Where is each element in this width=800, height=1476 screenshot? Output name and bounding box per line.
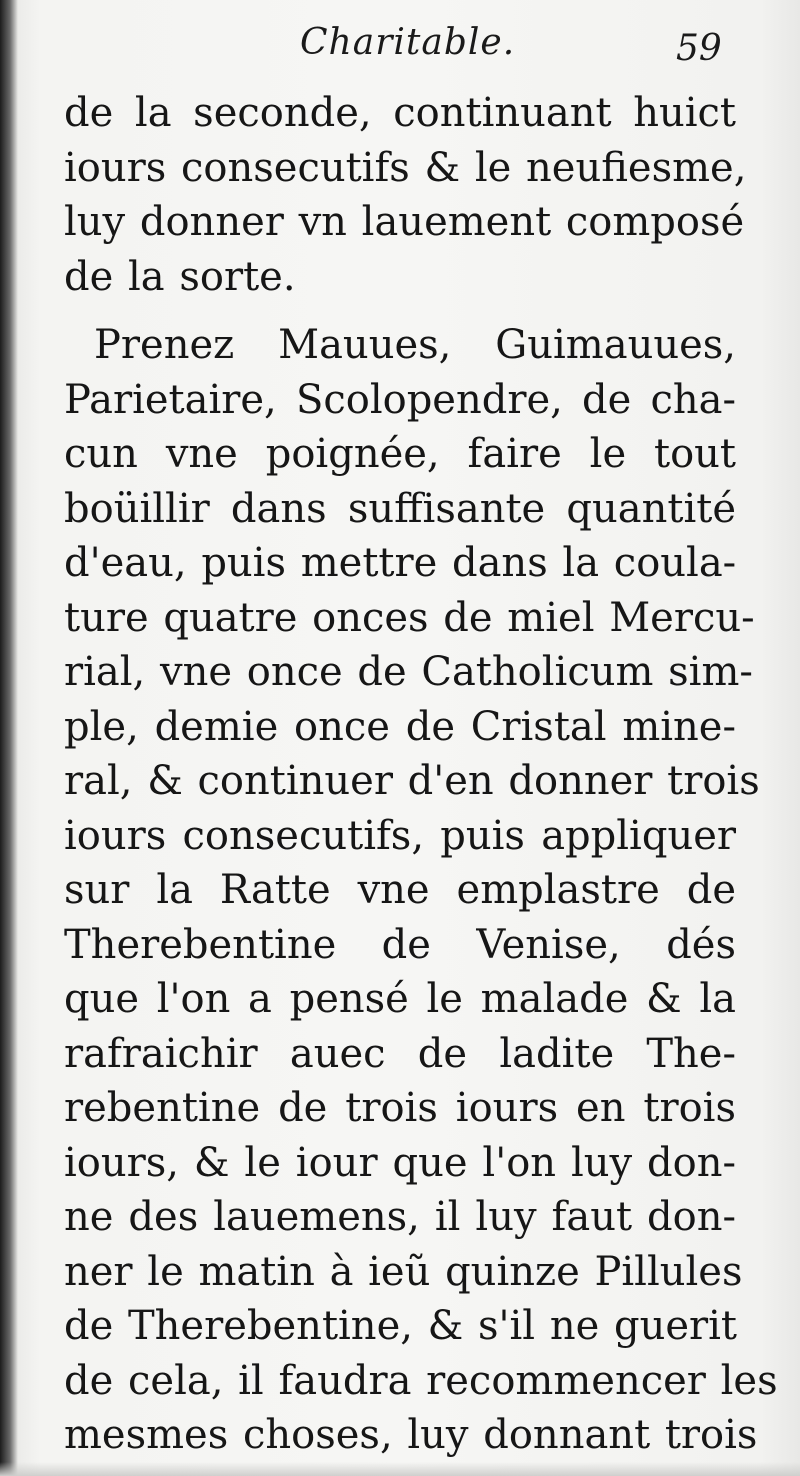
text-line: ple, demie once de Cristal mine- (64, 703, 736, 750)
running-head: Charitable. (300, 22, 516, 63)
text-line: de Therebentine, & s'il ne guerit (64, 1303, 737, 1349)
text-line: de la seconde, continuant huict (64, 90, 736, 136)
text-line: que l'on a pensé le malade & la (64, 976, 736, 1022)
text-line: Parietaire, Scolopendre, de cha- (64, 376, 736, 423)
text-line: ner le matin à ieũ quinze Pillules (64, 1248, 743, 1295)
text-line: iours consecutifs & le neufiesme, (64, 144, 747, 191)
paragraph-2 (64, 318, 778, 1463)
text-line: rebentine de trois iours en trois (64, 1085, 736, 1131)
paragraph-1 (64, 86, 747, 304)
page-gutter-shadow (0, 0, 18, 1476)
text-line: iours, & le iour que l'on luy don- (64, 1139, 736, 1186)
text-line: Therebentine de Venise, dés (64, 921, 736, 968)
page-number: 59 (676, 28, 722, 69)
text-line: rial, vne once de Catholicum sim- (64, 649, 753, 695)
body-text (64, 86, 778, 1463)
text-line: iours consecutifs, puis appliquer (64, 812, 736, 859)
paragraph-gap (64, 304, 736, 318)
text-line: sur la Ratte vne emplastre de (64, 867, 736, 913)
text-line: cun vne poignée, faire le tout (64, 431, 736, 477)
text-line: de la sorte. (64, 253, 296, 300)
text-line: boüillir dans suffisante quantité (64, 485, 736, 532)
page-bottom-edge (0, 1462, 800, 1476)
text-line: d'eau, puis mettre dans la coula- (64, 540, 737, 586)
text-line: mesmes choses, luy donnant trois (64, 1412, 758, 1458)
text-line: rafraichir auec de ladite The- (64, 1030, 736, 1077)
text-line: de cela, il faudra recommencer les (64, 1357, 778, 1404)
text-line: Prenez Mauues, Guimauues, (94, 322, 736, 368)
text-line: ral, & continuer d'en donner trois (64, 758, 760, 804)
text-line: luy donner vn lauement composé (64, 199, 745, 245)
text-line: ture quatre onces de miel Mercu- (64, 594, 755, 641)
text-line: ne des lauemens, il luy faut don- (64, 1194, 736, 1240)
